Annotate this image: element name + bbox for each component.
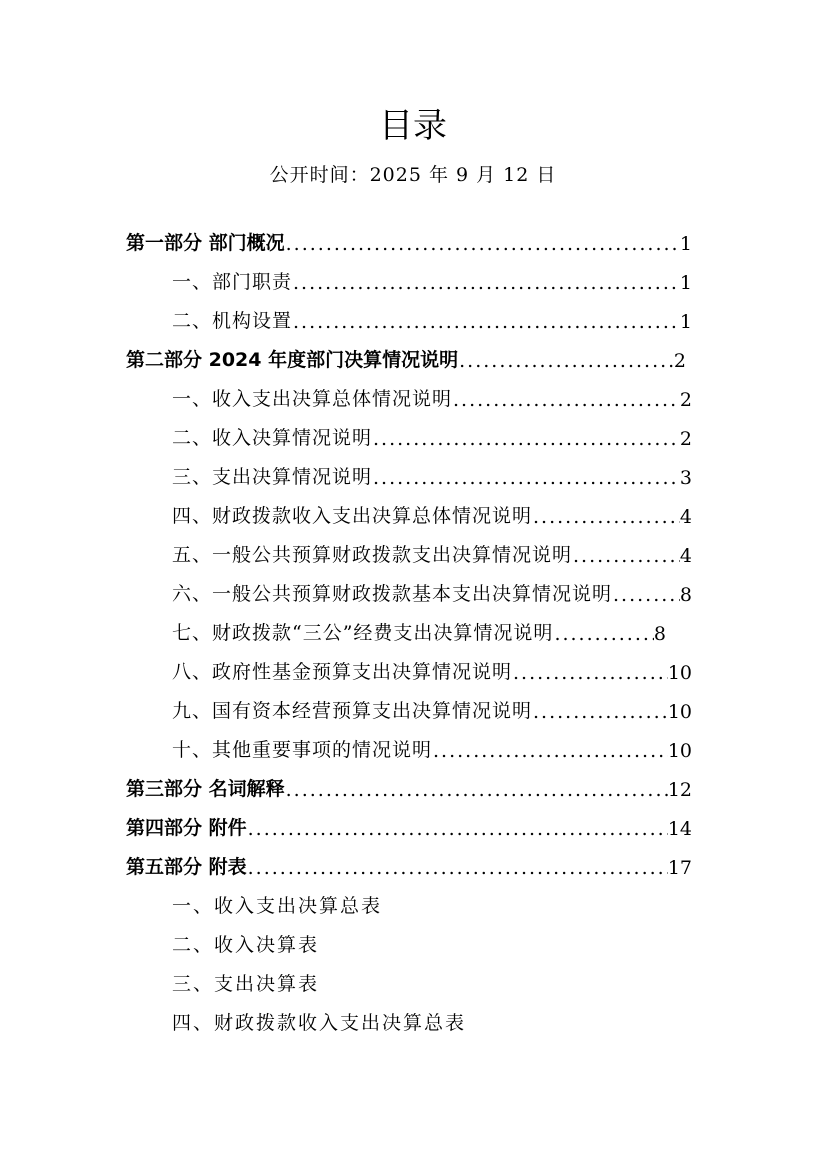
toc-entry-page: 10 xyxy=(667,701,692,723)
toc-entry-page: 17 xyxy=(667,857,692,879)
leader-dots xyxy=(247,857,668,879)
toc-entry-label: 一、部门职责 xyxy=(172,271,293,293)
toc-entry-label: 五、一般公共预算财政拨款支出决算情况说明 xyxy=(172,544,573,566)
toc-entry-page: 8 xyxy=(653,623,666,645)
toc-entry-label: 第二部分 2024 年度部门决算情况说明 xyxy=(126,349,459,371)
toc-entry-part-2[interactable] xyxy=(126,342,686,372)
toc-entry[interactable] xyxy=(172,498,692,528)
toc-entry[interactable] xyxy=(172,888,382,918)
toc-entry-page: 1 xyxy=(679,311,692,333)
toc-entry-page: 14 xyxy=(667,818,692,840)
toc-entry-page: 3 xyxy=(679,467,692,489)
toc-entry-label: 第一部分 部门概况 xyxy=(126,232,285,254)
leader-dots xyxy=(285,779,668,801)
toc-entry-page: 4 xyxy=(679,545,692,567)
toc-entry-label: 十、其他重要事项的情况说明 xyxy=(172,739,433,761)
leader-dots xyxy=(292,272,680,294)
leader-dots xyxy=(553,623,653,645)
toc-entry-label: 二、收入决算情况说明 xyxy=(172,427,373,449)
leader-dots xyxy=(285,233,680,255)
toc-entry[interactable] xyxy=(172,537,692,567)
toc-entry-label: 一、收入支出决算总体情况说明 xyxy=(172,388,453,410)
toc-entry-page: 12 xyxy=(667,779,692,801)
toc-entry-page: 2 xyxy=(679,428,692,450)
leader-dots xyxy=(532,506,680,528)
toc-entry-label: 第四部分 附件 xyxy=(126,817,247,839)
leader-dots xyxy=(432,740,668,762)
toc-entry-page: 2 xyxy=(673,350,686,372)
toc-entry[interactable] xyxy=(172,576,692,606)
toc-entry[interactable] xyxy=(172,732,692,762)
toc-entry-label: 三、支出决算表 xyxy=(172,973,320,995)
toc-entry-label: 二、机构设置 xyxy=(172,310,293,332)
toc-entry-label: 四、财政拨款收入支出决算总表 xyxy=(172,1012,467,1034)
toc-entry-part-1[interactable] xyxy=(126,225,692,255)
toc-entry-page: 1 xyxy=(679,233,692,255)
toc-entry-page: 4 xyxy=(679,506,692,528)
toc-entry-label: 第三部分 名词解释 xyxy=(126,778,285,800)
toc-entry-label: 六、一般公共预算财政拨款基本支出决算情况说明 xyxy=(172,583,613,605)
leader-dots xyxy=(572,545,680,567)
toc-entry[interactable] xyxy=(172,303,692,333)
toc-entry[interactable] xyxy=(172,966,319,996)
toc-entry-page: 10 xyxy=(667,662,692,684)
toc-entry-page: 10 xyxy=(667,740,692,762)
page-title: 目录 xyxy=(379,106,447,146)
toc-entry-label: 八、政府性基金预算支出决算情况说明 xyxy=(172,661,513,683)
leader-dots xyxy=(372,467,680,489)
toc-entry-label: 一、收入支出决算总表 xyxy=(172,895,383,917)
toc-entry-label: 二、收入决算表 xyxy=(172,934,320,956)
toc-entry[interactable] xyxy=(172,927,319,957)
leader-dots xyxy=(532,701,668,723)
toc-entry[interactable] xyxy=(172,264,692,294)
toc-entry-part-3[interactable] xyxy=(126,771,692,801)
toc-entry[interactable] xyxy=(172,615,666,645)
leader-dots xyxy=(452,389,680,411)
leader-dots xyxy=(512,662,668,684)
leader-dots xyxy=(247,818,668,840)
toc-entry-label: 四、财政拨款收入支出决算总体情况说明 xyxy=(172,505,533,527)
toc-entry[interactable] xyxy=(172,381,692,411)
toc-entry-part-4[interactable] xyxy=(126,810,692,840)
toc-entry-label: 第五部分 附表 xyxy=(126,856,247,878)
toc-entry-label: 九、国有资本经营预算支出决算情况说明 xyxy=(172,700,533,722)
toc-entry[interactable] xyxy=(172,693,692,723)
toc-entry-page: 8 xyxy=(679,584,692,606)
toc-entry[interactable] xyxy=(172,420,692,450)
toc-entry-part-5[interactable] xyxy=(126,849,692,879)
leader-dots xyxy=(292,311,680,333)
toc-entry-label: 七、财政拨款“三公”经费支出决算情况说明 xyxy=(172,622,554,644)
toc-entry[interactable] xyxy=(172,459,692,489)
toc-entry[interactable] xyxy=(172,654,692,684)
publish-date: 公开时间：2025 年 9 月 12 日 xyxy=(269,164,557,186)
leader-dots xyxy=(612,584,680,606)
toc-entry-page: 2 xyxy=(679,389,692,411)
toc-entry-label: 三、支出决算情况说明 xyxy=(172,466,373,488)
leader-dots xyxy=(372,428,680,450)
leader-dots xyxy=(458,350,674,372)
toc-entry[interactable] xyxy=(172,1005,466,1035)
toc-entry-page: 1 xyxy=(679,272,692,294)
